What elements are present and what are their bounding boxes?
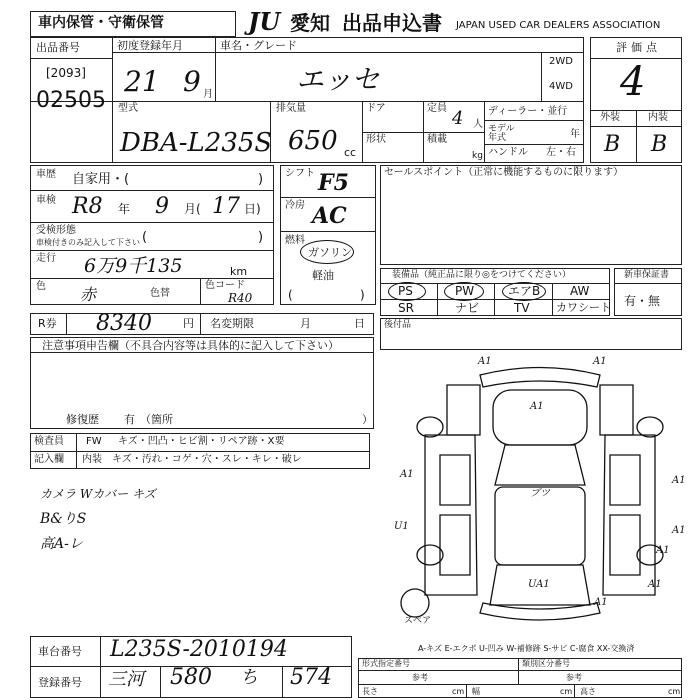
lot-bracket-value: [2093] bbox=[46, 66, 86, 80]
model-year-label: モデル年式 bbox=[488, 124, 515, 143]
name-change-label: 名変期限 bbox=[210, 317, 254, 330]
load-label: 積載 bbox=[427, 134, 447, 145]
history-close: ) bbox=[258, 172, 264, 187]
sales-point-label: セールスポイント（正常に機能するものに限ります） bbox=[384, 167, 624, 178]
sales-point-box bbox=[380, 165, 682, 265]
inspection-form-note: 車検付きのみ記入して下さい bbox=[36, 238, 140, 247]
registration-label: 初度登録年月 bbox=[117, 39, 183, 52]
shape-label: 形状 bbox=[366, 134, 386, 145]
damage-mark-10: UA1 bbox=[528, 579, 550, 590]
handle-options: 左・右 bbox=[546, 147, 576, 158]
load-unit: kg bbox=[472, 151, 483, 161]
plate-label: 登録番号 bbox=[38, 676, 82, 689]
airbag-circle bbox=[502, 282, 546, 301]
inspection-day: 17 bbox=[212, 194, 240, 219]
equipment-item-tv: TV bbox=[514, 301, 530, 315]
fuel-diesel: 軽油 bbox=[312, 269, 334, 282]
inspector-label: 検査員 bbox=[34, 436, 64, 447]
shift-label: シフト bbox=[285, 168, 315, 179]
history-label: 車歴 bbox=[36, 169, 56, 180]
inspector-row2: キズ・汚れ・コゲ・穴・スレ・キレ・破レ bbox=[112, 454, 302, 465]
handle-label: ハンドル bbox=[488, 147, 528, 158]
displacement-value: 650 bbox=[288, 126, 338, 156]
handwritten-note-2: B&りS bbox=[40, 511, 87, 527]
equipment-item-pw: PW bbox=[455, 284, 475, 298]
color-code-value: R40 bbox=[228, 291, 253, 305]
inspection-form-open: ( bbox=[142, 230, 148, 245]
history-value: 自家用・( bbox=[72, 172, 130, 187]
car-name-value: エッセ bbox=[296, 63, 380, 96]
equipment-item-airbag: エアB bbox=[508, 284, 541, 298]
color-code-label: 色コード bbox=[205, 280, 245, 291]
damage-mark-1: A1 bbox=[478, 356, 492, 367]
ju-logo: JU bbox=[248, 7, 281, 36]
inspection-form-label: 受検形態 bbox=[36, 225, 76, 236]
capacity-unit: 人 bbox=[473, 119, 483, 130]
width-cm: cm bbox=[560, 687, 573, 696]
fuel-open: ( bbox=[288, 288, 293, 302]
color-change-label: 色替 bbox=[150, 288, 170, 299]
damage-mark-4: A1 bbox=[400, 469, 414, 480]
association-en: JAPAN USED CAR DEALERS ASSOCIATION bbox=[456, 20, 661, 31]
fuel-gasoline: ガソリン bbox=[308, 246, 352, 259]
form-title: 出品申込書 bbox=[342, 11, 442, 35]
type-designation-ref: 参考 bbox=[412, 673, 428, 682]
repair-has: 有 bbox=[124, 413, 135, 426]
registration-month-suffix: 月 bbox=[203, 89, 213, 100]
recycle-unit: 円 bbox=[183, 317, 194, 330]
lot-number: 02505 bbox=[36, 88, 106, 113]
exterior-grade: B bbox=[604, 132, 621, 157]
model-value: DBA-L235S bbox=[120, 128, 273, 158]
equipment-item-sr: SR bbox=[398, 301, 414, 315]
inspector-row1-prefix: FW bbox=[86, 436, 102, 447]
spare-label: スペア bbox=[404, 616, 432, 626]
damage-mark-7: A1 bbox=[672, 525, 686, 536]
inspector-label-2: 記入欄 bbox=[34, 454, 64, 465]
damage-mark-2: A1 bbox=[593, 356, 607, 367]
damage-mark-5: A1 bbox=[672, 475, 686, 486]
plate-region: 三河 bbox=[108, 669, 144, 690]
exterior-label: 外装 bbox=[600, 112, 620, 123]
damage-legend: A-キズ E-エクボ U-凹み W-補修跡 S-サビ C-腐食 XX-交換済 bbox=[418, 644, 635, 653]
name-change-month-unit: 月 bbox=[300, 317, 311, 330]
inspection-month-unit: 月( bbox=[184, 202, 201, 216]
height-cm: cm bbox=[668, 687, 681, 696]
color-value: 赤 bbox=[80, 285, 97, 304]
notes-label: 注意事項申告欄（不具合内容等は具体的に記入して下さい） bbox=[42, 339, 339, 352]
equipment-item-aw: AW bbox=[570, 284, 590, 298]
inspector-row1: キズ・凹凸・ヒビ割・リペア跡・X要 bbox=[118, 436, 285, 447]
inspection-month: 9 bbox=[155, 194, 169, 219]
repair-place: （箇所 bbox=[140, 413, 173, 426]
inspector-row2-prefix: 内装 bbox=[82, 454, 102, 465]
damage-mark-3: A1 bbox=[530, 401, 544, 412]
displacement-unit: cc bbox=[344, 146, 357, 159]
mileage-label: 走行 bbox=[36, 253, 56, 264]
door-label: ドア bbox=[366, 103, 386, 114]
gasoline-circle bbox=[300, 240, 354, 264]
inspection-year-unit: 年 bbox=[118, 202, 131, 216]
recycle-label: R券 bbox=[38, 317, 57, 330]
warranty-options: 有・無 bbox=[624, 294, 661, 308]
drive-4wd: 4WD bbox=[549, 81, 573, 92]
ps-circle bbox=[388, 282, 426, 301]
inspection-era: R8 bbox=[72, 194, 103, 219]
chassis-value: L235S-2010194 bbox=[110, 637, 288, 662]
handwritten-note-1: カメラ Wカバー キズ bbox=[40, 487, 156, 501]
drive-2wd: 2WD bbox=[549, 56, 573, 67]
equipment-item-leather-seat: カワシート bbox=[556, 301, 611, 314]
pw-circle bbox=[444, 282, 484, 301]
mileage-unit: km bbox=[230, 265, 248, 278]
car-name-label: 車名・グレード bbox=[220, 39, 297, 52]
fuel-label: 燃料 bbox=[285, 235, 305, 246]
repair-label: 修復歴 bbox=[66, 413, 99, 426]
rating-score: 4 bbox=[620, 59, 646, 105]
inspection-form-close: ) bbox=[258, 230, 264, 245]
plate-class-no: 580 bbox=[170, 665, 212, 690]
equipment-label: 装備品（純正品に限り◎をつけてください） bbox=[392, 270, 571, 280]
lot-label: 出品番号 bbox=[36, 41, 80, 54]
chassis-label: 車台番号 bbox=[38, 645, 82, 658]
rating-label: 評価点 bbox=[616, 41, 661, 54]
repair-close: ） bbox=[362, 413, 373, 426]
mileage-value: 6万9千135 bbox=[84, 255, 183, 277]
displacement-label: 排気量 bbox=[276, 103, 306, 114]
length-label: 長さ bbox=[362, 687, 378, 696]
plate-hiragana: ち bbox=[240, 667, 258, 688]
color-label: 色 bbox=[36, 281, 46, 292]
warranty-label: 新車保証書 bbox=[624, 270, 670, 280]
ac-label: 冷房 bbox=[285, 200, 305, 211]
handwritten-note-3: 高A-レ bbox=[40, 536, 83, 552]
ac-value: AC bbox=[312, 203, 347, 229]
aftermarket-label: 後付品 bbox=[384, 320, 412, 330]
capacity-label: 定員 bbox=[427, 103, 447, 114]
shift-value: F5 bbox=[318, 170, 349, 196]
height-label: 高さ bbox=[580, 687, 596, 696]
recycle-row bbox=[30, 313, 374, 335]
inspection-label: 車検 bbox=[36, 195, 56, 206]
type-designation-label: 形式指定番号 bbox=[362, 659, 410, 668]
association-jp: 愛知 bbox=[290, 11, 330, 35]
damage-mark-6: U1 bbox=[394, 521, 409, 532]
interior-grade: B bbox=[651, 132, 668, 157]
interior-label: 内装 bbox=[648, 112, 668, 123]
registration-year: 21 bbox=[124, 65, 160, 98]
length-cm: cm bbox=[452, 687, 465, 696]
damage-mark-9: A1 bbox=[656, 545, 670, 556]
dealer-label: ディーラー・並行 bbox=[488, 106, 568, 117]
model-label: 型式 bbox=[118, 103, 138, 114]
name-change-day-unit: 日 bbox=[354, 317, 365, 330]
equipment-item-ps: PS bbox=[398, 284, 413, 298]
registration-month: 9 bbox=[183, 65, 201, 98]
recycle-value: 8340 bbox=[96, 311, 152, 336]
width-label: 幅 bbox=[472, 687, 480, 696]
damage-mark-8: ブツ bbox=[530, 488, 550, 499]
category-label: 類別区分番号 bbox=[522, 659, 570, 668]
plate-number: 574 bbox=[290, 665, 332, 690]
equipment-item-navi: ナビ bbox=[455, 301, 480, 315]
capacity-value: 4 bbox=[452, 108, 464, 129]
damage-mark-12: A1 bbox=[648, 579, 662, 590]
damage-mark-11: A1 bbox=[594, 597, 608, 608]
fuel-close: ) bbox=[360, 288, 365, 302]
inspection-day-unit: 日) bbox=[244, 202, 261, 216]
storage-label: 車内保管・守衛保管 bbox=[38, 15, 164, 31]
category-ref: 参考 bbox=[566, 673, 582, 682]
model-year-unit: 年 bbox=[570, 129, 580, 140]
